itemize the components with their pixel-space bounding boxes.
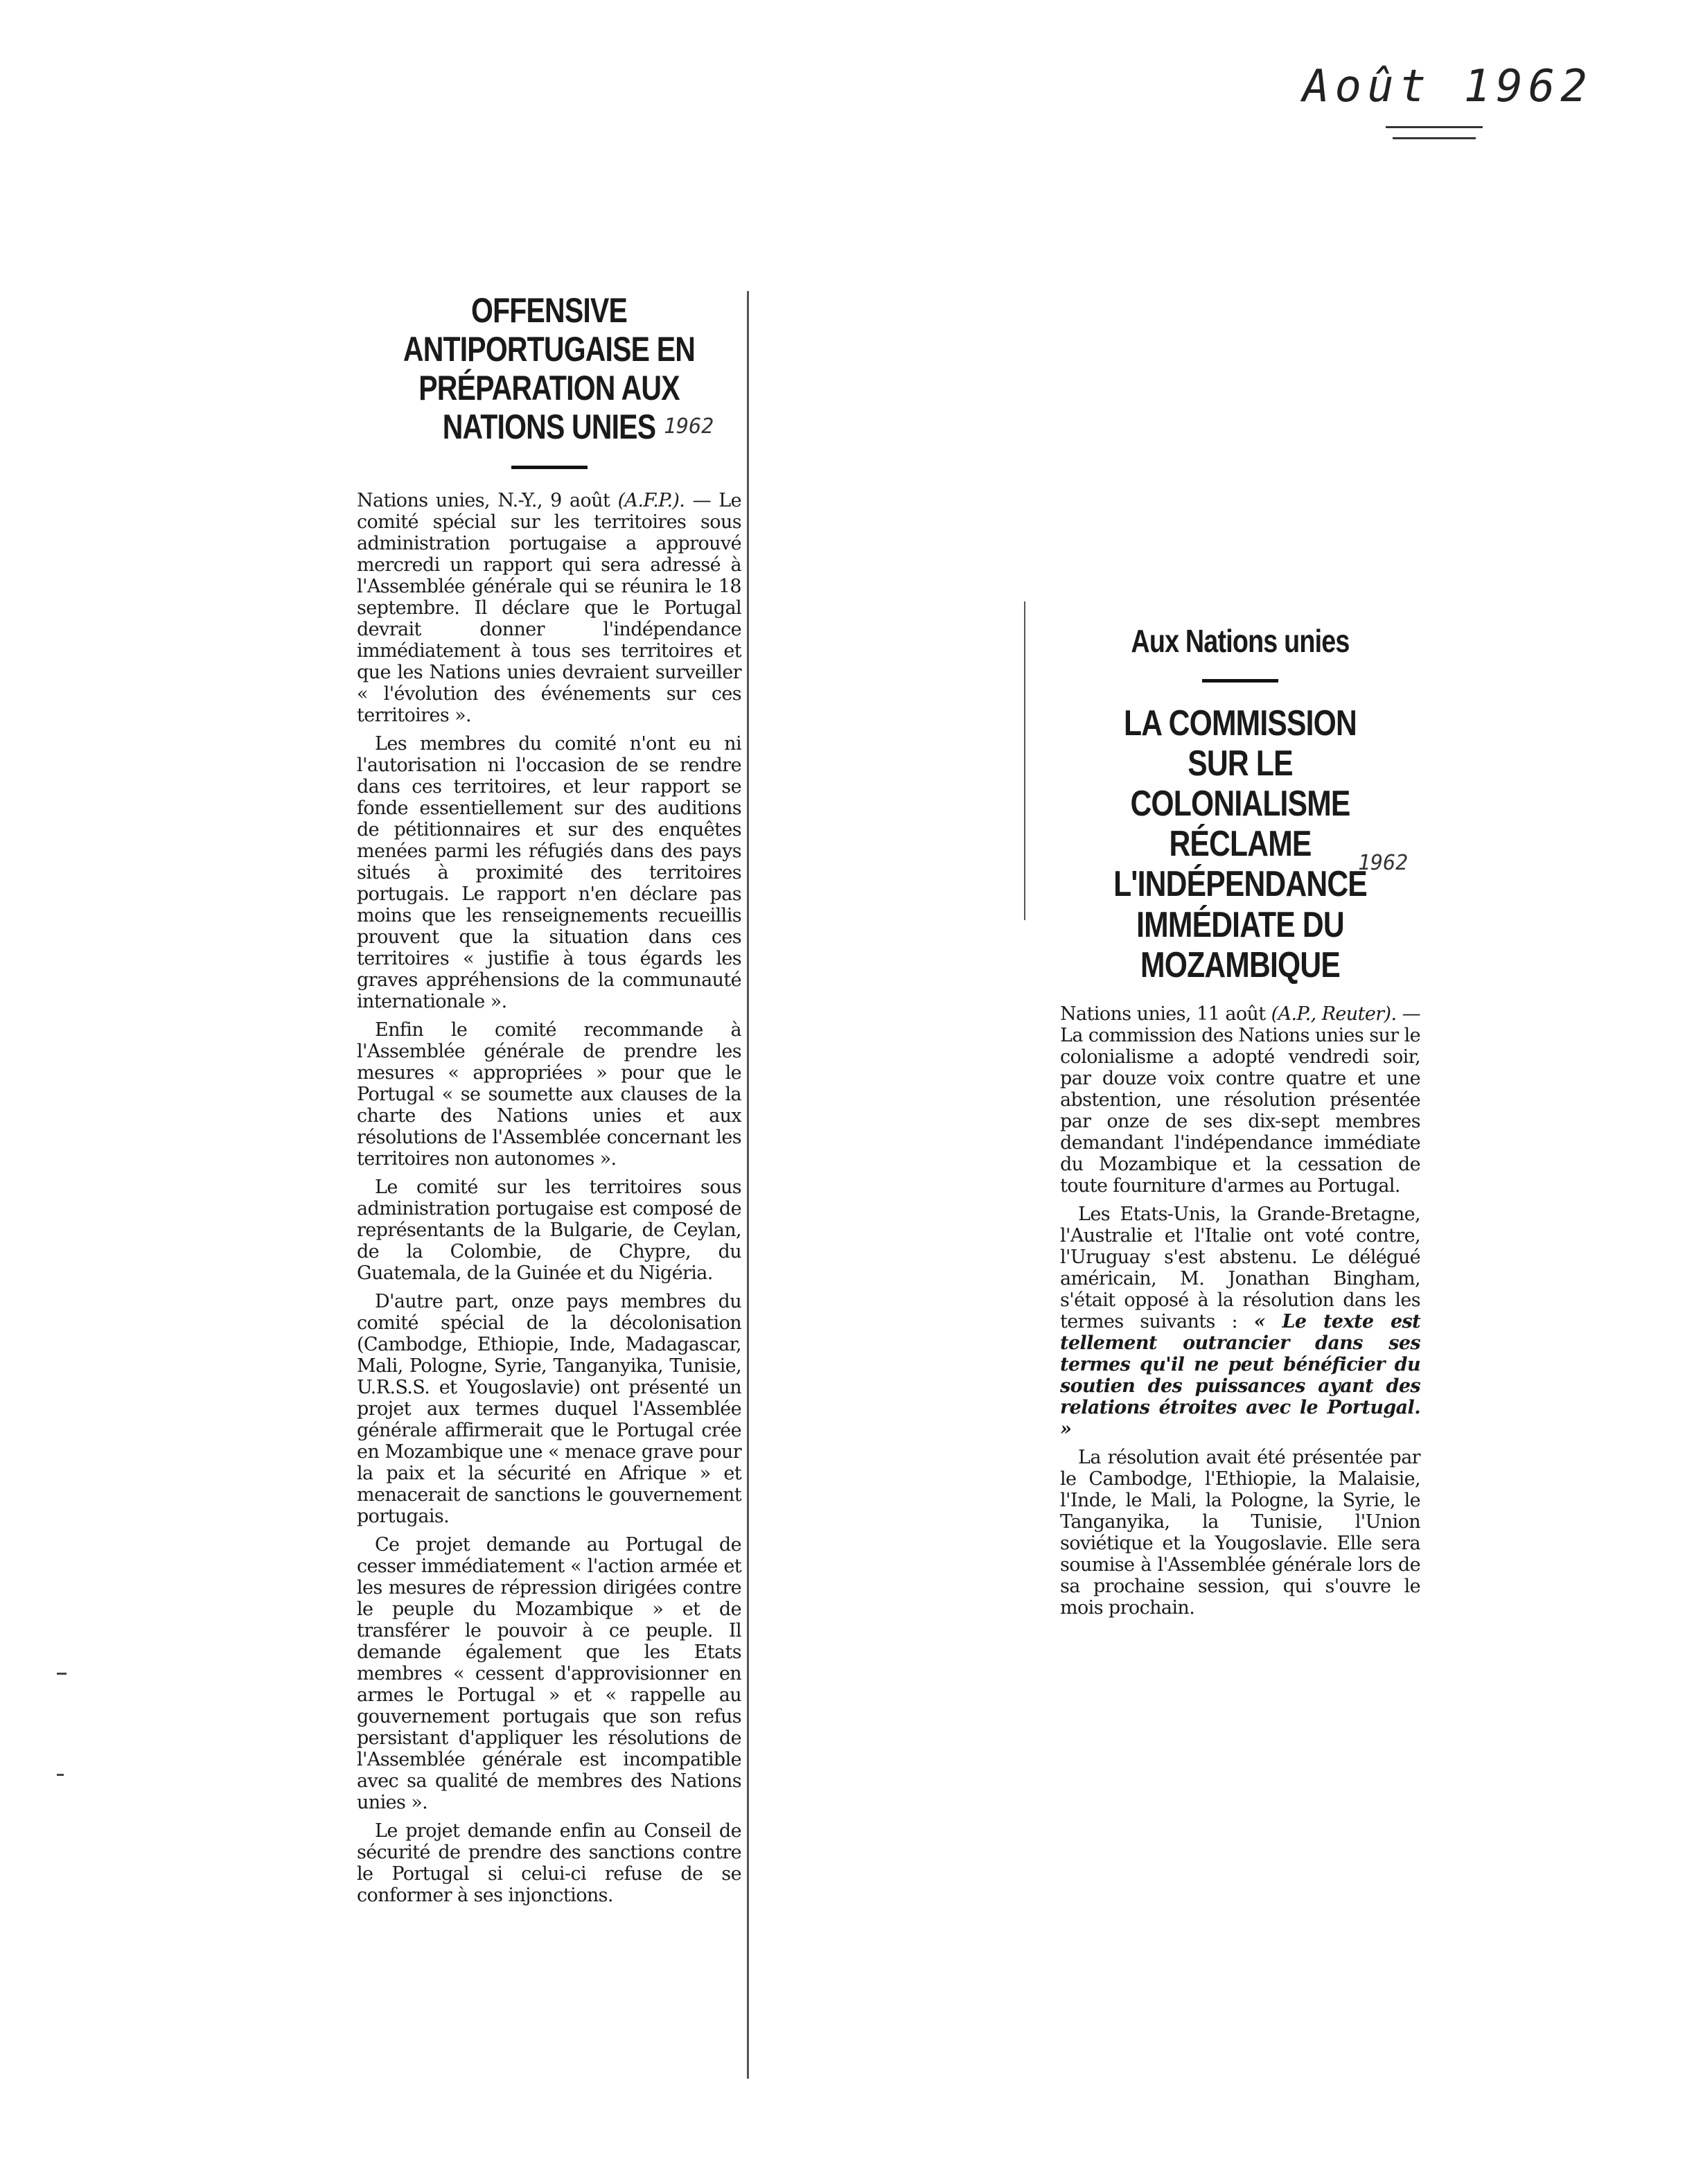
paragraph: D'autre part, onze pays membres du comité spécial de la décolonisation (Cambodge, Ethiopie, Inde, Madagascar, Mali, Pologne, Syrie, Tanganyika, Tunisie, U.R.S.S. et Yougoslavie) ont présenté un projet aux termes duquel l'Assemblée générale affirmerait que le Portugal crée en Mozambique une « menace grave pour la paix et la sécurité en Afrique » et menacerait de sanctions le gouvernement portugais.	[357, 1291, 741, 1527]
clipping-edge	[1024, 601, 1025, 920]
headline: OFFENSIVE ANTIPORTUGAISE EN PRÉPARATION AUX NATIONS UNIES	[403, 291, 696, 446]
paragraph: Les membres du comité n'ont eu ni l'autorisation ni l'occasion de se rendre dans ces territoires, et leur rapport se fonde essentiellement sur des auditions de pétitionnaires et sur des enquêtes menées parmi les réfugiés dans des pays situés à proximité des territoires portugais. Le rapport n'en déclare pas moins que les renseignements recueillis prouvent que la situation dans ces territoires « justifie à tous égards les graves appréhensions de la communauté internationale ».	[357, 733, 741, 1012]
kicker: Aux Nations unies	[1131, 623, 1350, 659]
agency: (A.P., Reuter).	[1271, 1003, 1397, 1025]
hand-underline	[1393, 137, 1476, 139]
divider	[1202, 679, 1278, 682]
paragraph: Enfin le comité recommande à l'Assemblée générale de prendre les mesures « appropriées » pour que le Portugal « se soumette aux clauses de la charte des Nations unies et aux résolutions de l'Assemblée concernant les territoires non autonomes ».	[357, 1019, 741, 1170]
paragraph-text: Les Etats-Unis, la Grande-Bretagne, l'Australie et l'Italie ont voté contre, l'Uruguay s'est abstenu. Le délégué américain, M. Jonathan Bingham, s'était opposé à la résolution dans les termes suivants :	[1060, 1204, 1420, 1333]
paragraph: Le projet demande enfin au Conseil de sécurité de prendre des sanctions contre le Portugal si celui-ci refuse de se conformer à ses injonctions.	[357, 1820, 741, 1906]
clipping-edge	[747, 291, 749, 2079]
article-commission	[1060, 624, 1420, 1626]
paragraph-text: — Le comité spécial sur les territoires sous administration portugaise a approuvé mercredi un rapport qui sera adressé à l'Assemblée générale qui se réunira le 18 septembre. Il déclare que le Portugal devrait donner l'indépendance immédiatement à tous ses territoires et que les Nations unies devraient surveiller « l'évolution des événements sur ces territoires ».	[357, 490, 742, 726]
headline: LA COMMISSION SUR LE COLONIALISME RÉCLAME L'INDÉPENDANCE IMMÉDIATE DU MOZAMBIQUE	[1113, 703, 1367, 985]
paragraph	[1060, 1003, 1420, 1197]
agency: (A.F.P.).	[617, 490, 685, 511]
paragraph	[1060, 1204, 1420, 1440]
dateline: Nations unies, N.-Y., 9 août	[357, 490, 618, 511]
paragraph: Le comité sur les territoires sous administration portugaise est composé de représentants de la Bulgarie, de Ceylan, de la Colombie, de Chypre, du Guatemala, de la Guinée et du Nigéria.	[357, 1177, 741, 1284]
paragraph-text: — La commission des Nations unies sur le colonialisme a adopté vendredi soir, par douze voix contre quatre et une abstention, une résolution présentée par onze de ses dix-sept membres demandant l'indépendance immédiate du Mozambique et la cessation de toute fourniture d'armes au Portugal.	[1060, 1003, 1420, 1197]
handwritten-year: 1962	[1358, 851, 1409, 875]
divider	[511, 466, 588, 469]
quote: « Le texte est tellement outrancier dans ses termes qu'il ne peut bénéficier du soutien des puissances ayant des relations étroites avec le Portugal. »	[1060, 1311, 1420, 1441]
scan-mark	[57, 1774, 64, 1776]
paragraph	[357, 490, 741, 726]
paragraph: Ce projet demande au Portugal de cesser immédiatement « l'action armée et les mesures de répression dirigées contre le peuple du Mozambique » et de transférer le pouvoir à ce peuple. Il demande également que les Etats membres « cessent d'approvisionner en armes le Portugal » et « rappelle au gouvernement portugais que son refus persistant d'appliquer les résolutions de l'Assemblée générale est incompatible avec sa qualité de membres des Nations unies ».	[357, 1534, 741, 1813]
dateline: Nations unies, 11 août	[1060, 1003, 1271, 1025]
scan-mark	[57, 1673, 67, 1675]
hand-underline	[1386, 126, 1483, 128]
handwritten-date: Août 1962	[1303, 61, 1593, 112]
article-antiportugaise	[357, 291, 741, 1913]
handwritten-year: 1962	[664, 414, 714, 439]
paragraph: La résolution avait été présentée par le Cambodge, l'Ethiopie, la Malaisie, l'Inde, le Mali, la Pologne, la Syrie, le Tanganyika, la Tunisie, l'Union soviétique et la Yougoslavie. Elle sera soumise à l'Assemblée générale lors de sa prochaine session, qui s'ouvre le mois prochain.	[1060, 1447, 1420, 1619]
